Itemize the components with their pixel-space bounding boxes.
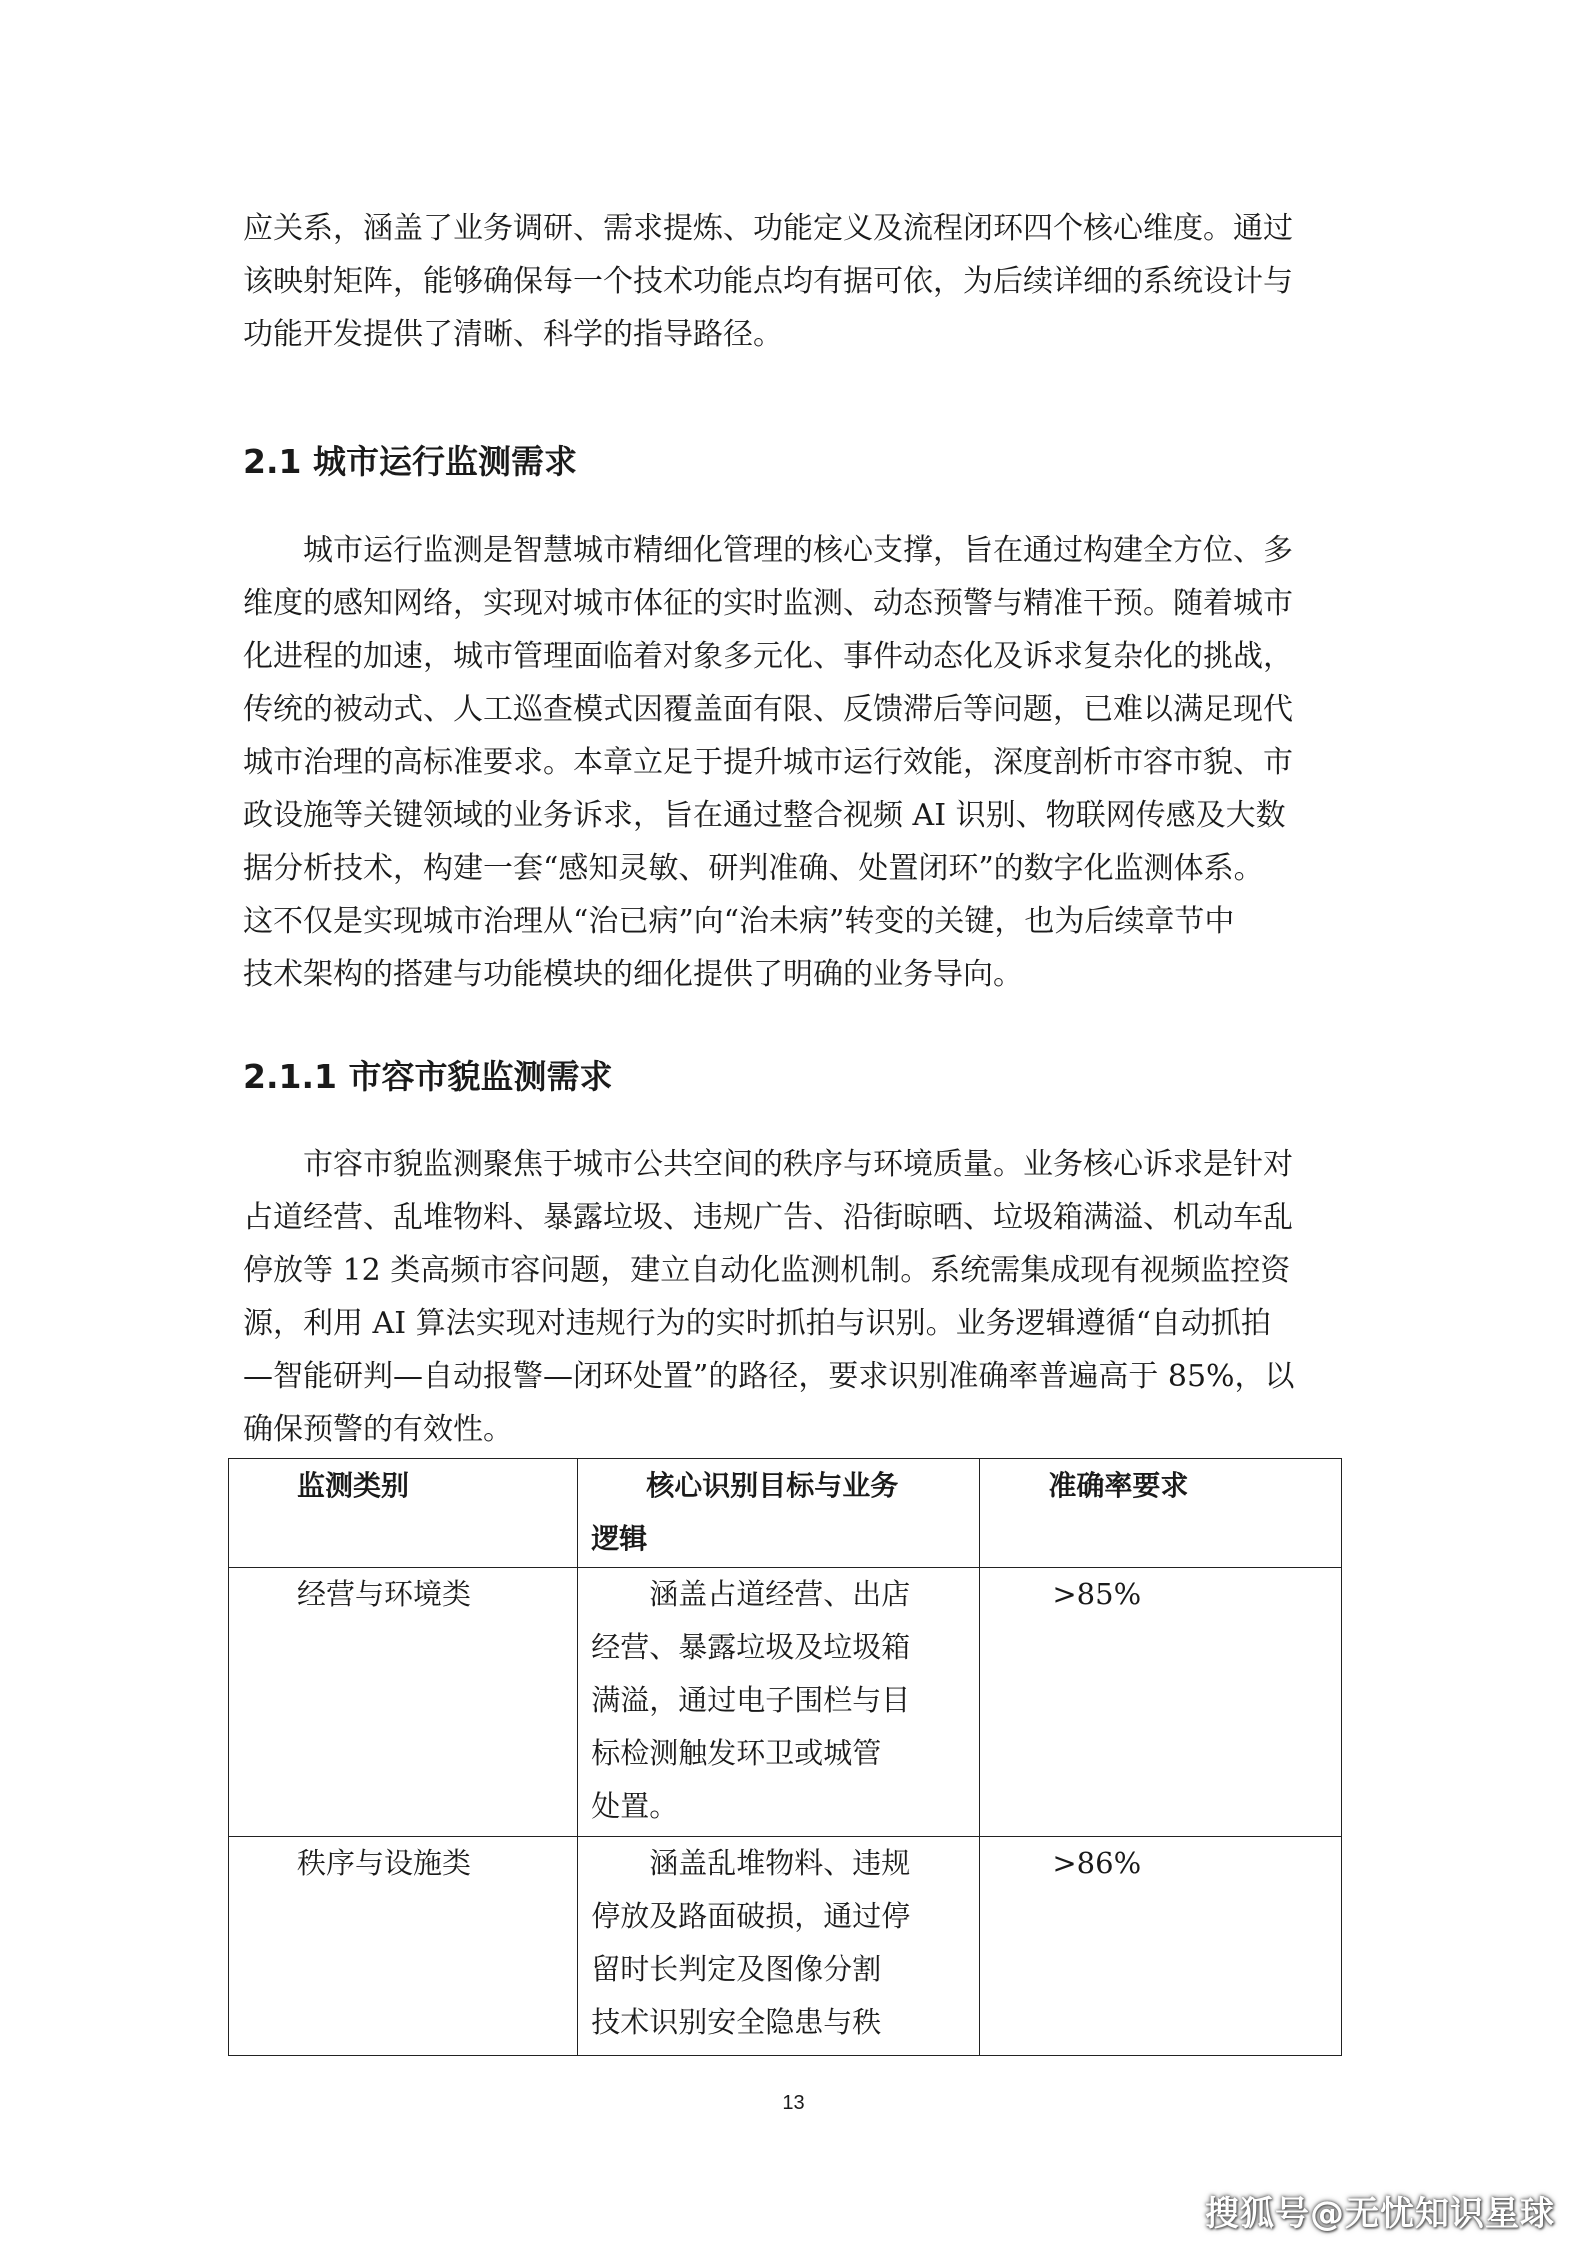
section-heading-2-1-1: 2.1.1 市容市貌监测需求 (243, 1057, 613, 1096)
section-2-1-paragraph: 城市运行监测是智慧城市精细化管理的核心支撑，旨在通过构建全方位、多 维度的感知网络，实现对城市体征的实时监测、动态预警与精准干预。随着城市 化进程的加速，城市管理面临着对象多元化、事件动态化及诉求复杂化的挑战， 传统的被动式、人工巡查模式因覆盖面有限、反馈滞后等问题，已难以满足现代 城市治理的高标准要求。本章立足于提升城市运行效能，深度剖析市容市貌、市 政设施等关键领域的业务诉求，旨在通过整合视频 AI 识别、物联网传感及大数 据分析技术，构建一套“感知灵敏、研判准确、处置闭环”的数字化监测体系。 这不仅是实现城市治理从“治已病”向“治未病”转变的关键，也为后续章节中 技术架构的搭建与功能模块的细化提供了明确的业务导向。 (243, 533, 1293, 992)
table-header-description: 核心识别目标与业务 逻辑 (578, 1459, 980, 1568)
table-row (229, 1837, 1342, 2056)
table-cell-description: 涵盖占道经营、出店 经营、暴露垃圾及垃圾箱 满溢，通过电子围栏与目 标检测触发环卫或城管 处置。 (578, 1568, 980, 1837)
table-cell-description: 涵盖乱堆物料、违规 停放及路面破损，通过停 留时长判定及图像分割 技术识别安全隐患与秩 (578, 1837, 980, 2056)
table-cell-category: 秩序与设施类 (229, 1837, 578, 2056)
monitoring-requirements-table (228, 1458, 1342, 2056)
section-heading-2-1: 2.1 城市运行监测需求 (243, 442, 577, 481)
table-header-row (229, 1459, 1342, 1568)
section-2-1-1-paragraph: 市容市貌监测聚焦于城市公共空间的秩序与环境质量。业务核心诉求是针对 占道经营、乱堆物料、暴露垃圾、违规广告、沿街晾晒、垃圾箱满溢、机动车乱 停放等 12 类高频市容问题，建立自动化监测机制。系统需集成现有视频监控资 源，利用 AI 算法实现对违规行为的实时抓拍与识别。业务逻辑遵循“自动抓拍 —智能研判—自动报警—闭环处置”的路径，要求识别准确率普遍高于 85%，以 确保预警的有效性。 (243, 1147, 1295, 1447)
table-cell-accuracy: >86% (980, 1837, 1342, 2056)
intro-paragraph: 应关系，涵盖了业务调研、需求提炼、功能定义及流程闭环四个核心维度。通过 该映射矩阵，能够确保每一个技术功能点均有据可依，为后续详细的系统设计与 功能开发提供了清晰、科学的指导路径。 (243, 211, 1293, 352)
table-cell-accuracy: >85% (980, 1568, 1342, 1837)
table-row (229, 1568, 1342, 1837)
table-header-category: 监测类别 (229, 1459, 578, 1568)
table-header-accuracy: 准确率要求 (980, 1459, 1342, 1568)
page-number: 13 (782, 2092, 805, 2114)
source-watermark: 搜狐号@无忧知识星球 (1205, 2194, 1555, 2234)
table-cell-category: 经营与环境类 (229, 1568, 578, 1837)
